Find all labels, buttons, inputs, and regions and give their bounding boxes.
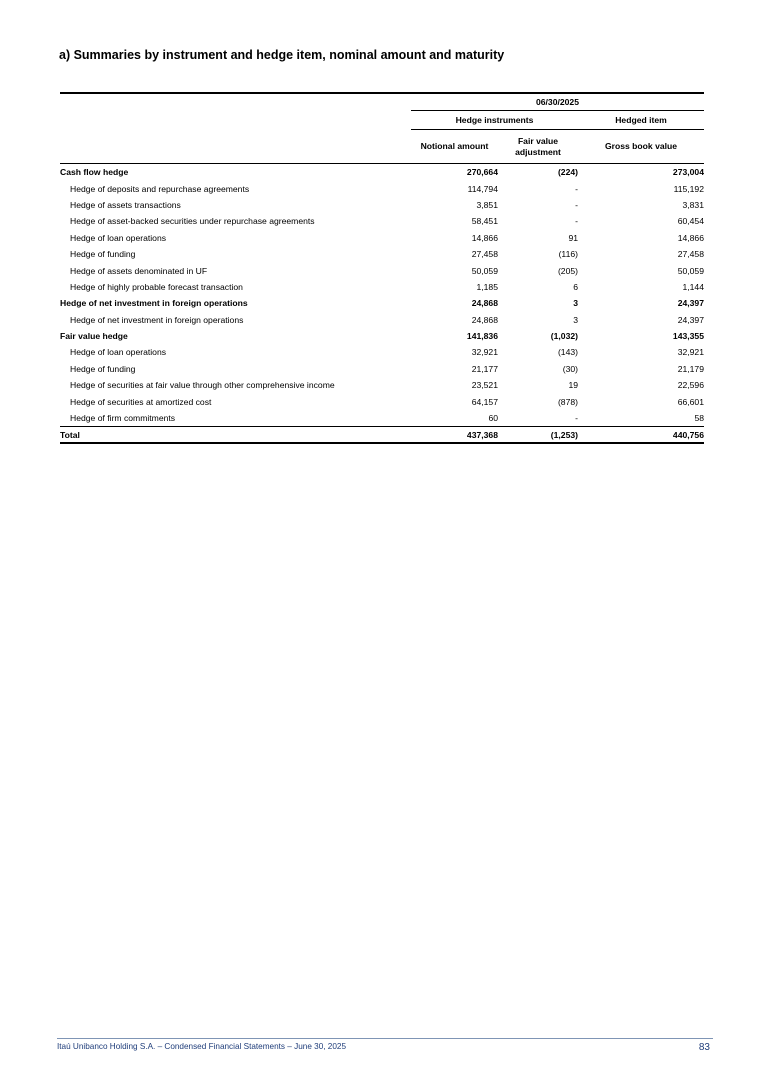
row-label: Hedge of net investment in foreign operations	[70, 314, 244, 325]
table-row	[60, 361, 704, 377]
section-title: a) Summaries by instrument and hedge item, nominal amount and maturity	[59, 48, 505, 62]
row-notional: 24,868	[471, 298, 498, 309]
row-gross: 24,397	[677, 298, 704, 309]
total-row	[60, 427, 704, 444]
row-fair-value: -	[575, 199, 578, 210]
table-row	[60, 164, 704, 181]
table-row	[60, 213, 704, 229]
footer-text: Itaú Unibanco Holding S.A. – Condensed Financial Statements – June 30, 2025	[57, 1042, 347, 1051]
row-fair-value: -	[575, 216, 578, 227]
table-row	[60, 279, 704, 295]
page-number: 83	[698, 1042, 710, 1053]
row-notional: 141,836	[466, 331, 498, 342]
total-fair-value: (1,253)	[498, 427, 578, 444]
row-notional: 58,451	[471, 216, 498, 227]
table-row	[60, 377, 704, 393]
row-label: Fair value hedge	[60, 331, 128, 342]
row-notional: 24,868	[471, 314, 498, 325]
row-label: Hedge of net investment in foreign operations	[60, 298, 248, 309]
hedge-summary-table	[60, 92, 704, 444]
table-row	[60, 230, 704, 246]
row-gross: 58	[694, 413, 704, 424]
footer-divider	[57, 1038, 713, 1039]
row-gross: 21,179	[677, 363, 704, 374]
header-date: 06/30/2025	[411, 94, 704, 111]
row-notional: 50,059	[471, 265, 498, 276]
row-fair-value: (224)	[557, 167, 578, 178]
row-label: Hedge of loan operations	[70, 347, 167, 358]
row-fair-value: 19	[568, 380, 578, 391]
row-label: Hedge of asset-backed securities under repurchase agreements	[70, 216, 315, 227]
header-hedged-item: Hedged item	[578, 111, 704, 130]
row-label: Hedge of securities at fair value through other comprehensive income	[70, 380, 335, 391]
header-fair-value-adjustment	[498, 130, 578, 164]
row-gross: 115,192	[673, 183, 704, 194]
row-fair-value: (143)	[557, 347, 578, 358]
row-fair-value: 91	[568, 232, 578, 243]
row-notional: 60	[488, 413, 498, 424]
table-row	[60, 393, 704, 409]
row-label: Hedge of assets transactions	[70, 199, 181, 210]
table-row	[60, 344, 704, 360]
row-notional: 3,851	[476, 199, 498, 210]
row-gross: 24,397	[677, 314, 704, 325]
table-row	[60, 180, 704, 196]
row-notional: 1,185	[476, 281, 498, 292]
row-fair-value: 3	[573, 314, 578, 325]
row-label: Hedge of securities at amortized cost	[70, 396, 212, 407]
row-gross: 143,355	[672, 331, 704, 342]
total-notional: 437,368	[411, 427, 498, 444]
row-notional: 27,458	[471, 249, 498, 260]
header-notional-amount: Notional amount	[411, 130, 498, 164]
row-fair-value: (878)	[557, 396, 578, 407]
header-gross-book-value: Gross book value	[578, 130, 704, 164]
header-hedge-instruments: Hedge instruments	[411, 111, 578, 130]
row-label: Hedge of funding	[70, 249, 136, 260]
row-label: Cash flow hedge	[60, 167, 129, 178]
row-fair-value: (116)	[558, 249, 578, 260]
table-row	[60, 197, 704, 213]
row-gross: 14,866	[677, 232, 704, 243]
row-fair-value: -	[575, 183, 578, 194]
row-notional: 21,177	[471, 363, 498, 374]
total-label: Total	[60, 427, 411, 444]
row-fair-value: (205)	[557, 265, 578, 276]
row-gross: 50,059	[677, 265, 704, 276]
row-notional: 23,521	[471, 380, 498, 391]
row-notional: 114,794	[467, 183, 498, 194]
row-fair-value: 3	[573, 298, 578, 309]
row-label: Hedge of loan operations	[70, 232, 167, 243]
header-date-row	[60, 94, 704, 111]
row-gross: 27,458	[677, 249, 704, 260]
row-fair-value: (30)	[562, 363, 578, 374]
header-fair-value-line1: Fair value	[517, 135, 559, 146]
row-fair-value: -	[575, 413, 578, 424]
table-row	[60, 410, 704, 427]
row-gross: 66,601	[677, 396, 704, 407]
header-column-row	[60, 130, 704, 164]
row-label: Hedge of highly probable forecast transaction	[70, 281, 243, 292]
row-gross: 60,454	[677, 216, 704, 227]
row-label: Hedge of deposits and repurchase agreements	[70, 183, 250, 194]
row-fair-value: 6	[573, 281, 578, 292]
table-row	[60, 295, 704, 311]
row-gross: 22,596	[677, 380, 704, 391]
row-label: Hedge of firm commitments	[70, 413, 176, 424]
row-label: Hedge of assets denominated in UF	[70, 265, 208, 276]
row-gross: 1,144	[682, 281, 704, 292]
table-row	[60, 246, 704, 262]
row-notional: 32,921	[471, 347, 498, 358]
row-gross: 3,831	[682, 199, 704, 210]
row-gross: 32,921	[677, 347, 704, 358]
row-notional: 270,664	[466, 167, 498, 178]
header-group-row	[60, 111, 704, 130]
table-row	[60, 262, 704, 278]
total-gross: 440,756	[578, 427, 704, 444]
header-fair-value-line2: adjustment	[515, 146, 561, 157]
table-row	[60, 328, 704, 344]
row-notional: 14,866	[471, 232, 498, 243]
row-notional: 64,157	[471, 396, 498, 407]
row-gross: 273,004	[672, 167, 704, 178]
table-row	[60, 312, 704, 328]
row-label: Hedge of funding	[70, 363, 136, 374]
row-fair-value: (1,032)	[550, 331, 578, 342]
